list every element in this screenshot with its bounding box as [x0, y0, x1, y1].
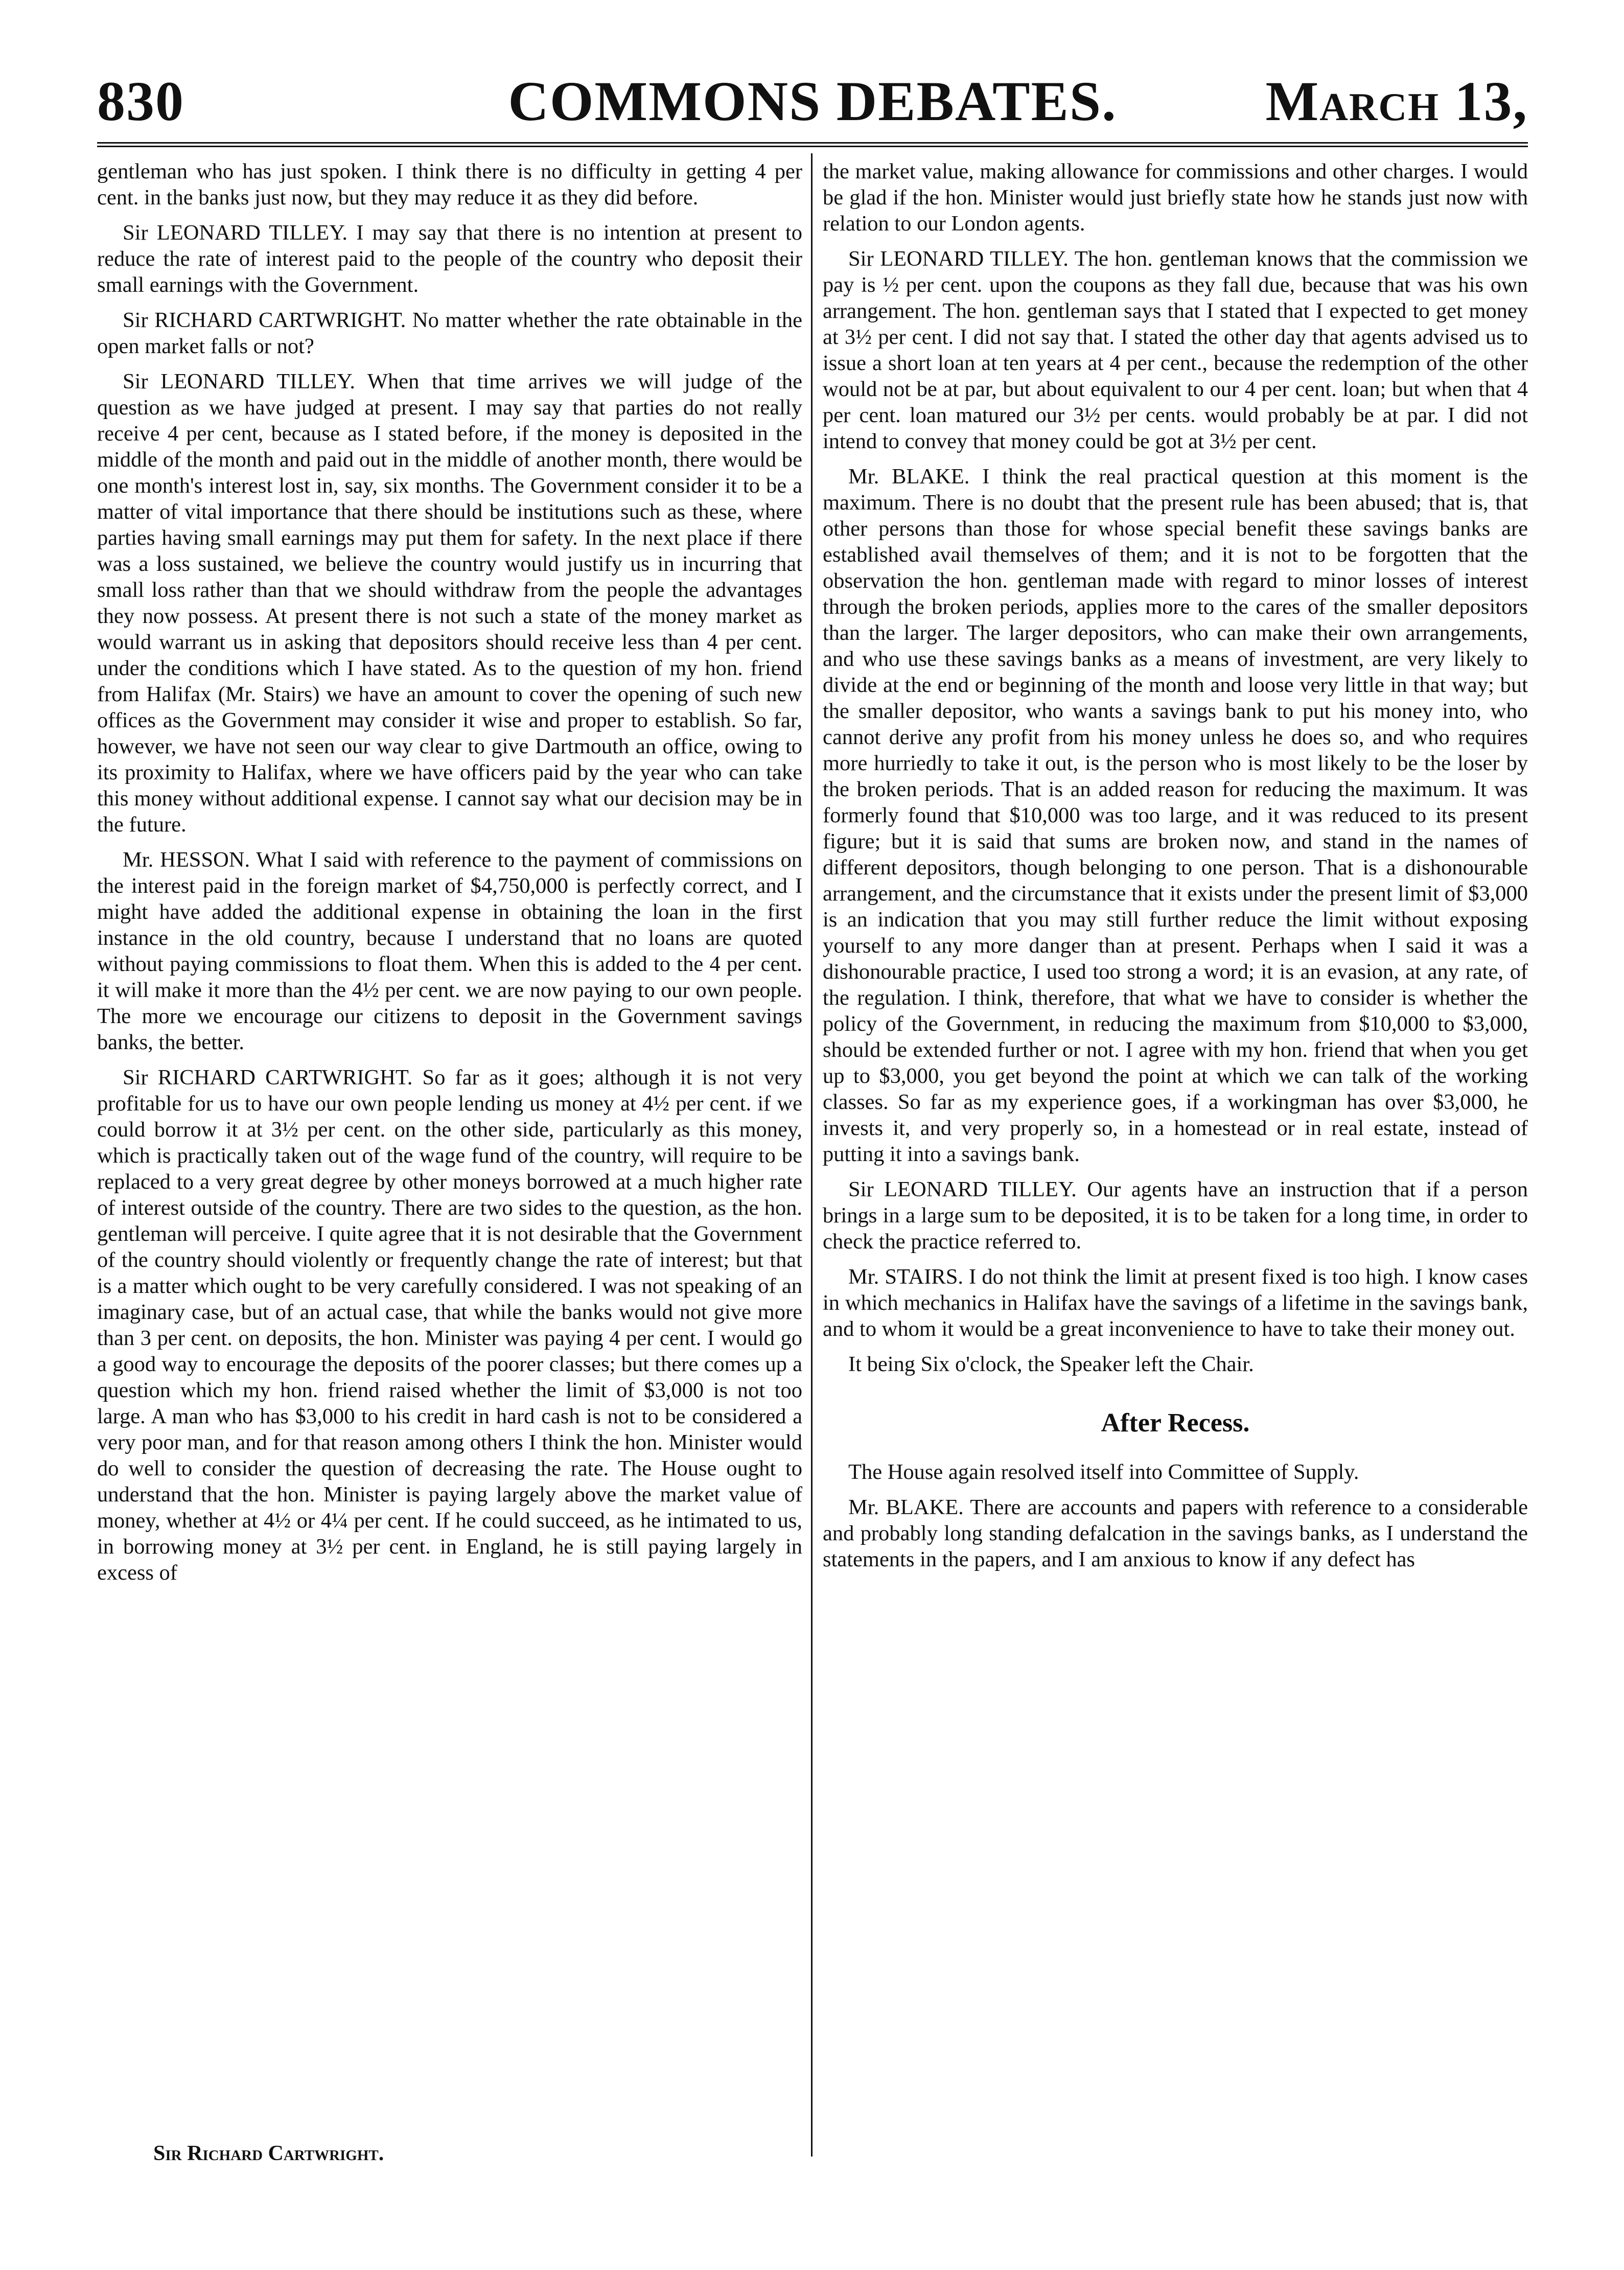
- paragraph: Mr. HESSON. What I said with reference to the payment of commissions on the interest paid in the foreign market of $4,750,000 is perfectly correct, and I might have added the additional expense in obtaining the loan in the first instance in the old country, because I understand that no loans are quoted without paying commissions to float them. When this is added to the 4 per cent. it will make it more than the 4½ per cent. we are now paying to our own people. The more we encourage our citizens to deposit in the Government savings banks, the better.: [97, 848, 802, 1054]
- paragraph: Mr. BLAKE. I think the real practical question at this moment is the maximum. There is no doubt that the present rule has been abused; that is, that other persons than those for whose special benefit these savings banks are established avail themselves of them; and it is not to be forgotten that the observation the hon. gentleman made with regard to minor losses of interest through the broken periods, applies more to the cares of the smaller depositors than the larger. The larger depositors, who can make their own arrangements, and who use these savings banks as a means of investment, are very likely to divide at the end or beginning of the month and loose very little in that way; but the smaller depositor, who wants a savings bank to put his money into, who cannot derive any profit from his money unless he does so, and who requires more hurriedly to take it out, is the person who is most likely to be the loser by the broken periods. That is an added reason for reducing the maximum. It was formerly found that $10,000 was too large, and it was reduced to its present figure; but it is said that sums are broken now, and stand in the names of different depositors, though belonging to one person. That is a dishonourable arrangement, and the circumstance that it exists under the present limit of $3,000 is an indication that you may still further reduce the limit without exposing yourself to any more danger than at present. Perhaps when I said it was a dishonourable practice, I used too strong a word; it is an evasion, at any rate, of the regulation. I think, therefore, that what we have to consider is whether the policy of the Government, in reducing the maximum from $10,000 to $3,000, should be extended further or not. I agree with my hon. friend that when you get up to $3,000, you get beyond the point at which we can talk of the working classes. So far as my experience goes, if a workingman has over $3,000, he invests it, and very properly so, in a homestead or in real estate, instead of putting it into a savings bank.: [823, 465, 1528, 1166]
- paragraph: Sir RICHARD CARTWRIGHT. No matter whether the rate obtainable in the open market falls or not?: [97, 308, 802, 358]
- page-date: March 13,: [1265, 70, 1528, 132]
- page-header: [97, 61, 1528, 138]
- header-rule: [97, 142, 1528, 147]
- right-column: [823, 158, 1528, 1582]
- paragraph: Sir LEONARD TILLEY. I may say that there is no intention at present to reduce the rate of interest paid to the people of the country who deposit their small earnings with the Government.: [97, 221, 802, 297]
- speaker-name: Sir RICHARD CARTWRIGHT.: [123, 1065, 413, 1090]
- paragraph: Sir RICHARD CARTWRIGHT. So far as it goes; although it is not very profitable for us to have our own people lending us money at 4½ per cent. if we could borrow it at 3½ per cent. on the other side, particularly as this money, which is practically taken out of the wage fund of the country, will require to be replaced to a very great degree by other moneys borrowed at a much higher rate of interest outside of the country. There are two sides to the question, as the hon. gentleman will perceive. I quite agree that it is not desirable that the Government of the country should violently or frequently change the rate of interest; but that is a matter which ought to be very carefully considered. I was not speaking of an imaginary case, but of an actual case, that while the banks would not give more than 3 per cent. on deposits, the hon. Minister was paying 4 per cent. I would go a good way to encourage the deposits of the poorer classes; but there comes up a question which my hon. friend raised whether the limit of $3,000 is not too large. A man who has $3,000 to his credit in hard cash is not to be considered a very poor man, and for that reason among others I think the hon. Minister would do well to consider the question of decreasing the rate. The House ought to understand that the hon. Minister is paying largely above the market value of money, whether at 4½ or 4¼ per cent. If he could succeed, as he intimated to us, in borrowing money at 3½ per cent. in England, he is still paying largely in excess of: [97, 1065, 802, 1585]
- column-divider: [811, 153, 813, 2157]
- speaker-name: Mr. STAIRS.: [848, 1265, 963, 1289]
- speaker-name: Mr. BLAKE.: [848, 465, 970, 489]
- paragraph: Mr. STAIRS. I do not think the limit at present fixed is too high. I know cases in which mechanics in Halifax have the savings of a lifetime in the savings bank, and to whom it would be a great inconvenience to have to take their money out.: [823, 1265, 1528, 1341]
- paragraph: Mr. BLAKE. There are accounts and papers with reference to a considerable and probably long standing defalcation in the savings banks, as I understand the statements in the papers, and I am anxious to know if any defect has: [823, 1495, 1528, 1571]
- page-title: COMMONS DEBATES.: [508, 70, 1117, 132]
- running-footer: Sir Richard Cartwright.: [153, 2142, 384, 2165]
- speaker-name: Sir LEONARD TILLEY.: [848, 1177, 1077, 1201]
- section-heading: After Recess.: [1101, 1408, 1250, 1438]
- paragraph: the market value, making allowance for commissions and other charges. I would be glad if the hon. Minister would just briefly state how he stands just now with relation to our London agents.: [823, 159, 1528, 236]
- speaker-name: Mr. BLAKE.: [848, 1495, 964, 1519]
- left-column: [97, 158, 802, 1595]
- paragraph: Sir LEONARD TILLEY. The hon. gentleman knows that the commission we pay is ½ per cent. upon the coupons as they fall due, because that was his own arrangement. The hon. gentleman says that I stated that I expected to get money at 3½ per cent. I did not say that. I stated the other day that agents advised us to issue a short loan at ten years at 4 per cent., because the redemption of the other would not be at par, but about equivalent to our 4 per cent. loan; but when that 4 per cent. loan matured our 3½ per cents. would probably be at par. I did not intend to convey that money could be got at 3½ per cent.: [823, 247, 1528, 453]
- paragraph: The House again resolved itself into Committee of Supply.: [848, 1460, 1359, 1484]
- speaker-name: Sir LEONARD TILLEY.: [123, 369, 356, 393]
- paragraph: Sir LEONARD TILLEY. When that time arrives we will judge of the question as we have judged at present. I may say that parties do not really receive 4 per cent, because as I stated before, if the money is deposited in the middle of the month and paid out in the middle of another month, there would be one month's interest lost in, say, six months. The Government consider it to be a matter of vital importance that there should be institutions such as these, where parties having small earnings may put them for safety. In the next place if there was a loss sustained, we believe the country would justify us in incurring that small loss rather than that we should withdraw from the people the advantages they now possess. At present there is not such a state of the money market as would warrant us in asking that depositors should receive less than 4 per cent. under the conditions which I have stated. As to the question of my hon. friend from Halifax (Mr. Stairs) we have an amount to cover the opening of such new offices as the Government may consider it wise and proper to establish. So far, however, we have not seen our way clear to give Dartmouth an office, owing to its proximity to Halifax, where we have officers paid by the year who can take this money without additional expense. I cannot say what our decision may be in the future.: [97, 369, 802, 837]
- paragraph: Sir LEONARD TILLEY. Our agents have an instruction that if a person brings in a large sum to be deposited, it is to be taken for a long time, in order to check the practice referred to.: [823, 1177, 1528, 1254]
- speaker-name: Sir RICHARD CARTWRIGHT.: [123, 308, 406, 332]
- paragraph: It being Six o'clock, the Speaker left the Chair.: [848, 1352, 1254, 1376]
- speaker-name: Mr. HESSON.: [123, 848, 250, 872]
- paragraph: gentleman who has just spoken. I think there is no difficulty in getting 4 per cent. in the banks just now, but they may reduce it as they did before.: [97, 159, 802, 210]
- page-number: 830: [97, 70, 184, 132]
- speaker-name: Sir LEONARD TILLEY.: [848, 247, 1069, 271]
- speaker-name: Sir LEONARD TILLEY.: [123, 221, 348, 245]
